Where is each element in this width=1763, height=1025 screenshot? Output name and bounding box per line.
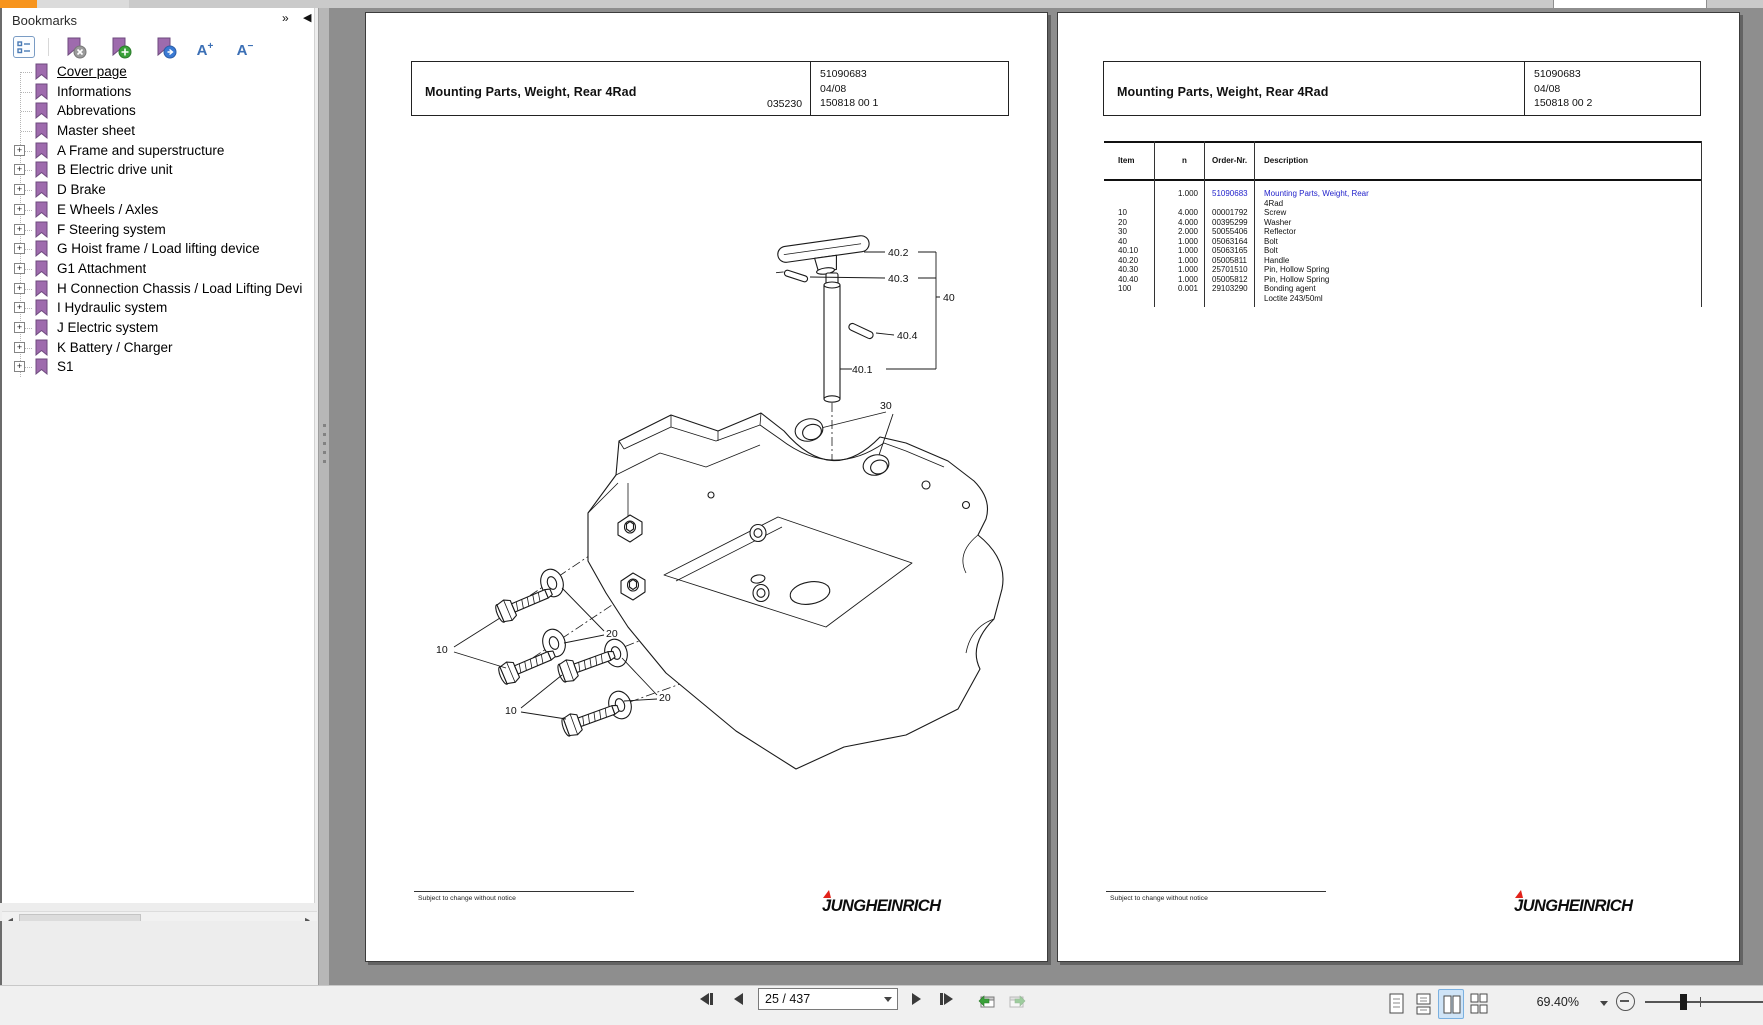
table-row: 40.20 1.000 05005811 Handle [1118,255,1290,265]
continuous-layout-icon[interactable] [1411,989,1437,1019]
left-drawing-number: 150818 00 1 [820,97,879,109]
document-view[interactable] [330,8,1763,985]
diagram-label-10-upper: 10 [436,644,448,656]
parts-diagram [366,13,1049,963]
col-header-description: Description [1264,156,1309,165]
status-bar [0,985,1763,1025]
table-row: 40.10 1.000 05063165 Bolt [1118,246,1278,255]
diagram-label-20-upper: 20 [606,628,618,640]
bookmark-item-g1-attachment[interactable] [2,259,317,279]
table-row: 40.30 1.000 25701510 Pin, Hollow Spring [1118,265,1330,274]
bookmark-label: Master sheet [57,123,136,139]
sidebar-lower-area [0,921,318,985]
bookmark-item-d-brake[interactable] [2,180,317,200]
bookmark-label: B Electric drive unit [57,162,173,178]
bookmark-item-i-hydraulic[interactable] [2,298,317,318]
bookmark-item-f-steering[interactable] [2,220,317,240]
diagram-label-10-lower: 10 [505,705,517,717]
zoom-level-value: 69.40% [1536,995,1579,1009]
expander-icon[interactable]: + [14,302,25,313]
expander-icon[interactable]: + [14,263,25,274]
bookmark-label: S1 [57,359,74,375]
expander-icon[interactable]: + [14,145,25,156]
left-date: 04/08 [820,82,847,95]
new-bookmark-button[interactable] [109,36,131,58]
two-page-layout-icon[interactable] [1438,989,1464,1019]
left-part-number: 51090683 [820,68,867,80]
bookmark-item-master-sheet[interactable] [2,121,317,141]
right-date: 04/08 [1534,82,1561,95]
jungheinrich-logo [822,897,940,916]
table-row: 10 4.000 00001792 Screw [1118,208,1287,217]
expander-icon[interactable]: + [14,283,25,294]
bookmark-options-button[interactable] [13,36,35,58]
next-page-button[interactable] [912,993,921,1005]
bookmark-item-s1[interactable] [2,357,317,377]
delete-bookmark-button[interactable] [64,36,86,58]
decrease-text-size-button[interactable]: A− [236,41,254,59]
bookmarks-panel [0,8,315,903]
bookmark-item-e-wheels-axles[interactable] [2,200,317,220]
inactive-tab [37,0,129,8]
brand-text: JUNGHEINRICH [1514,897,1633,915]
expander-icon[interactable]: + [14,224,25,235]
panel-collapse-icon[interactable]: ◀ [303,12,312,24]
bookmark-label: E Wheels / Axles [57,201,159,217]
bookmark-item-h-connection-chassis[interactable] [2,279,317,299]
previous-page-button[interactable] [734,993,743,1005]
bookmark-label: Informations [57,83,132,99]
first-page-button[interactable] [700,993,713,1005]
table-row: 1.000 51090683 Mounting Parts, Weight, Rear 4Rad [1177,189,1369,208]
bookmark-icon [34,358,49,381]
diagram-label-40-3: 40.3 [888,273,909,285]
bookmark-label: Cover page [57,64,127,79]
bookmark-label: G1 Attachment [57,260,147,276]
bookmark-label: H Connection Chassis / Load Lifting Devi [57,280,303,296]
diagram-label-40-2: 40.2 [888,247,909,259]
pdf-page-left [365,12,1048,962]
right-part-number: 51090683 [1534,68,1581,80]
bookmark-label: A Frame and superstructure [57,142,225,158]
panel-options-icon[interactable]: » [282,11,289,25]
expander-icon[interactable]: + [14,243,25,254]
jungheinrich-logo [1514,897,1632,916]
zoom-slider-thumb[interactable] [1680,994,1687,1010]
locate-bookmark-button[interactable] [154,36,176,58]
previous-view-button[interactable] [976,991,998,1011]
left-sheet-code: 035230 [767,98,803,110]
bookmark-label: J Electric system [57,319,159,335]
expander-icon[interactable]: + [14,342,25,353]
page-number-input[interactable] [765,991,870,1007]
next-view-button[interactable] [1006,991,1028,1011]
bookmarks-panel-header [2,8,314,35]
left-drawing-title: Mounting Parts, Weight, Rear 4Rad [425,85,637,99]
bookmark-item-b-electric-drive[interactable] [2,160,317,180]
top-toolbar-strip [0,0,1763,8]
zoom-slider-track[interactable] [1645,1001,1763,1003]
page-dropdown-icon[interactable] [884,997,892,1002]
bookmark-tree [2,62,317,380]
zoom-slider-tick [1700,997,1701,1007]
bookmark-label: K Battery / Charger [57,339,173,355]
table-row: 100 0.001 29103290 Bonding agent Loctite 243/50ml [1118,284,1323,303]
bookmark-label: Abbrevations [57,103,136,119]
panel-title: Bookmarks [12,13,78,28]
bookmark-item-j-electric[interactable] [2,318,317,338]
bookmark-label: I Hydraulic system [57,300,168,316]
zoom-out-button[interactable] [1616,992,1635,1011]
bookmark-label: D Brake [57,182,106,198]
expander-icon[interactable]: + [14,322,25,333]
col-header-order-nr: Order-Nr. [1212,156,1248,165]
order-number-link[interactable]: 51090683 [1212,189,1248,198]
bookmark-label: G Hoist frame / Load lifting device [57,241,260,257]
increase-text-size-button[interactable]: A+ [196,41,214,59]
expander-icon[interactable]: + [14,204,25,215]
last-page-button[interactable] [940,993,953,1005]
right-drawing-title: Mounting Parts, Weight, Rear 4Rad [1117,85,1329,99]
table-row: 40.40 1.000 05005812 Pin, Hollow Spring [1118,274,1330,284]
bookmark-item-abbrevations[interactable] [2,101,317,121]
footer-rule [414,891,634,892]
bookmarks-toolbar [2,35,314,61]
page-number-box[interactable] [758,988,898,1010]
right-title-block [1103,61,1701,116]
parts-table [1104,141,1702,311]
col-header-n: n [1182,156,1187,165]
diagram-label-40-4: 40.4 [897,330,918,342]
diagram-label-20-lower: 20 [659,692,671,704]
expander-icon[interactable]: + [14,164,25,175]
brand-text: JUNGHEINRICH [822,897,941,915]
diagram-label-40-1: 40.1 [852,364,873,376]
bookmark-item-k-battery-charger[interactable] [2,338,317,358]
table-row: 20 4.000 00395299 Washer [1118,217,1292,227]
bookmark-label: F Steering system [57,221,166,237]
zoom-dropdown-icon[interactable] [1600,1001,1608,1006]
col-header-item: Item [1118,156,1135,165]
footer-note: Subject to change without notice [418,895,516,902]
bookmark-item-cover-page[interactable] [2,62,317,82]
bookmark-item-informations[interactable] [2,82,317,102]
panel-splitter[interactable] [318,8,330,985]
diagram-label-30: 30 [880,400,892,412]
single-page-layout-icon[interactable] [1384,989,1410,1019]
diagram-label-40: 40 [943,292,955,304]
footer-note: Subject to change without notice [1110,895,1208,902]
expander-icon[interactable]: + [14,361,25,372]
toolbar-separator [48,38,49,56]
expander-icon[interactable]: + [14,184,25,195]
bookmark-item-g-hoist-frame[interactable] [2,239,317,259]
pdf-page-right [1057,12,1740,962]
accent-tab [0,0,37,8]
table-row: 30 2.000 50055406 Reflector [1118,227,1297,236]
two-page-continuous-layout-icon[interactable] [1466,989,1492,1019]
bookmark-item-a-frame[interactable] [2,141,317,161]
right-drawing-number: 150818 00 2 [1534,97,1593,109]
table-row: 40 1.000 05063164 Bolt [1118,236,1278,246]
footer-rule [1106,891,1326,892]
